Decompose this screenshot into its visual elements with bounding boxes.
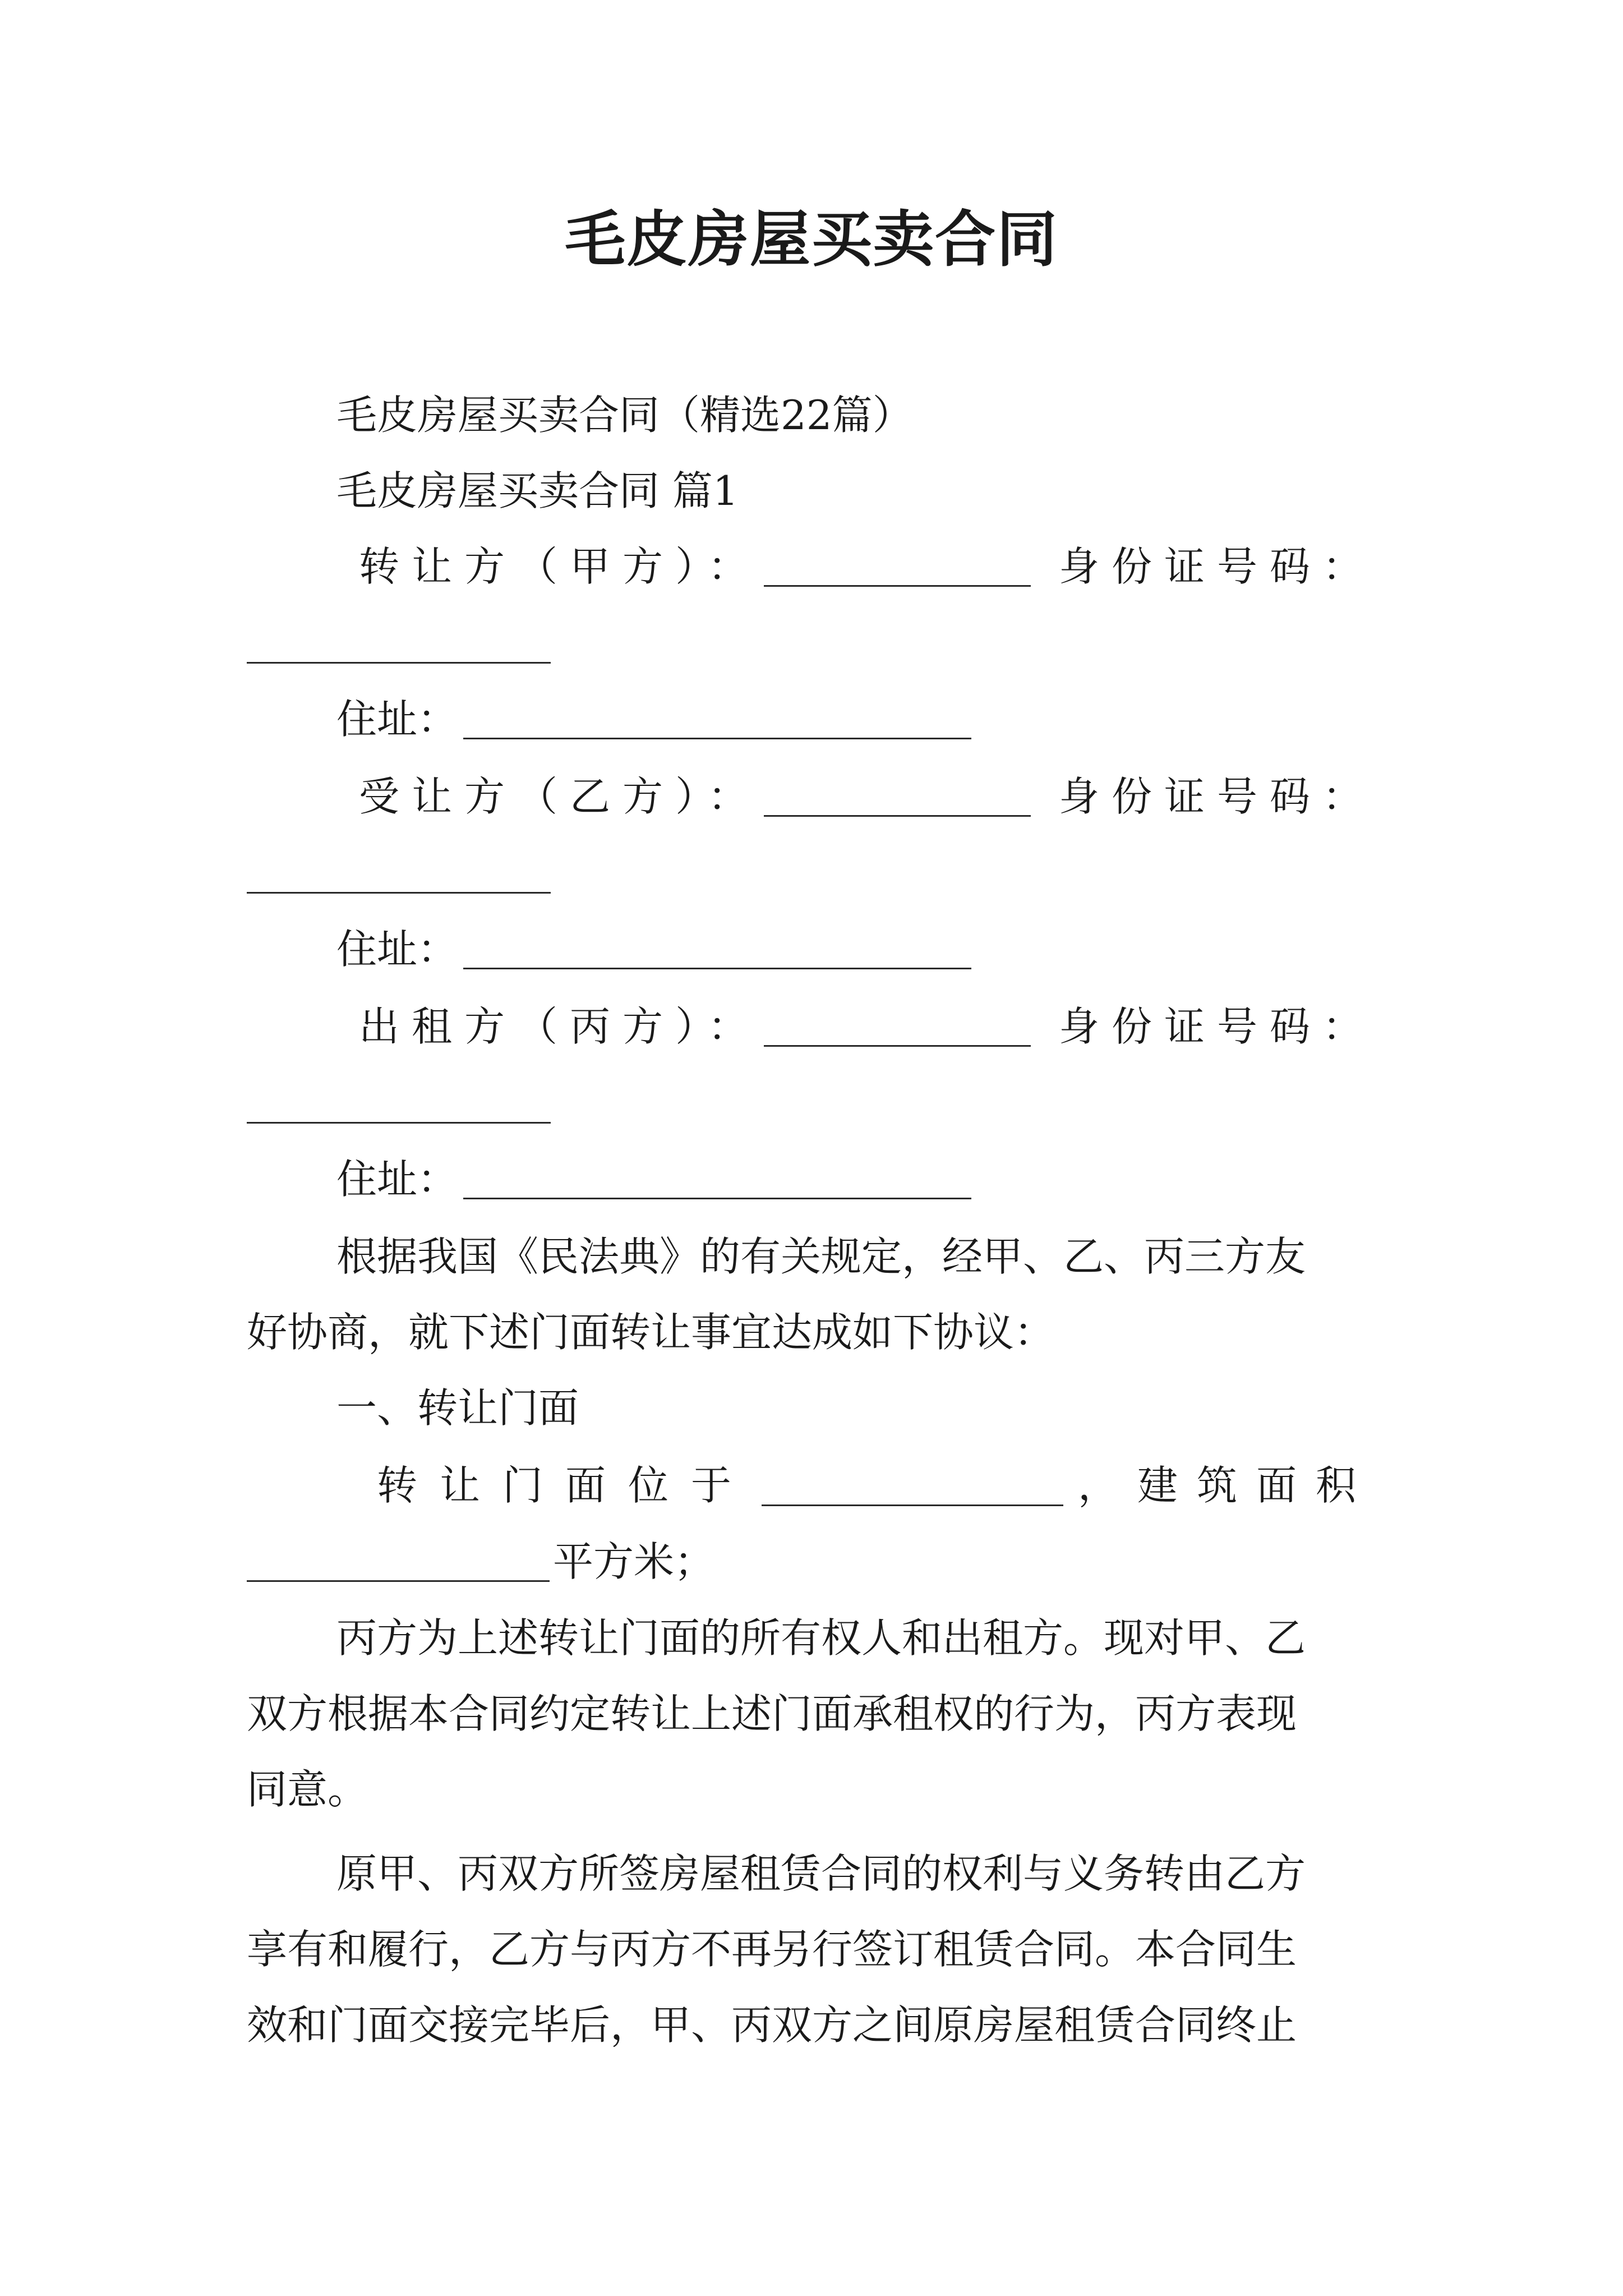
clause-1-location-label: 转让门面位于 <box>377 1462 754 1509</box>
rights-line-2: 享有和履行，乙方与丙方不再另行签订租赁合同。本合同生 <box>247 1926 1297 1973</box>
transferor-id-blank <box>247 662 551 664</box>
transferor-label: 转让方（甲方）： <box>359 543 761 590</box>
clause-1-heading: 一、转让门面 <box>336 1384 579 1432</box>
lessor-name-blank <box>764 1045 1031 1047</box>
clause-1-area-label: ，建筑面积 <box>1078 1462 1376 1509</box>
clause-1-area-unit: 平方米； <box>553 1538 715 1585</box>
transferee-id-blank <box>247 892 551 894</box>
transferee-address-blank <box>463 968 971 969</box>
transferor-name-blank <box>764 585 1031 587</box>
rights-line-3: 效和门面交接完毕后，甲、丙双方之间原房屋租赁合同终止 <box>247 2001 1297 2049</box>
consent-line-2: 双方根据本合同约定转让上述门面承租权的行为，丙方表现 <box>247 1690 1297 1737</box>
lessor-id-blank <box>247 1122 551 1124</box>
transferee-name-blank <box>764 815 1031 817</box>
transferee-address-label: 住址： <box>336 926 458 973</box>
area-blank <box>247 1580 550 1582</box>
section-heading: 毛皮房屋买卖合同 篇1 <box>336 467 739 514</box>
transferee-label: 受让方（乙方）： <box>359 773 761 820</box>
preamble-line-2: 好协商，就下述门面转让事宜达成如下协议： <box>247 1309 1055 1356</box>
rights-line-1: 原甲、丙双方所签房屋租赁合同的权利与义务转由乙方 <box>336 1850 1306 1897</box>
transferor-address-label: 住址： <box>336 696 458 743</box>
consent-line-3: 同意。 <box>247 1766 368 1813</box>
document-title: 毛皮房屋买卖合同 <box>564 204 1058 275</box>
consent-line-1: 丙方为上述转让门面的所有权人和出租方。现对甲、乙 <box>336 1614 1306 1662</box>
transferor-id-label: 身份证号码： <box>1059 543 1376 590</box>
lessor-address-label: 住址： <box>336 1156 458 1203</box>
lessor-address-blank <box>463 1198 971 1199</box>
lessor-label: 出租方（丙方）： <box>359 1003 761 1050</box>
lessor-id-label: 身份证号码： <box>1059 1003 1376 1050</box>
transferor-address-blank <box>463 738 971 739</box>
subtitle: 毛皮房屋买卖合同（精选22篇） <box>336 392 913 439</box>
preamble-line-1: 根据我国《民法典》的有关规定，经甲、乙、丙三方友 <box>336 1233 1306 1280</box>
transferee-id-label: 身份证号码： <box>1059 773 1376 820</box>
location-blank <box>762 1504 1063 1506</box>
